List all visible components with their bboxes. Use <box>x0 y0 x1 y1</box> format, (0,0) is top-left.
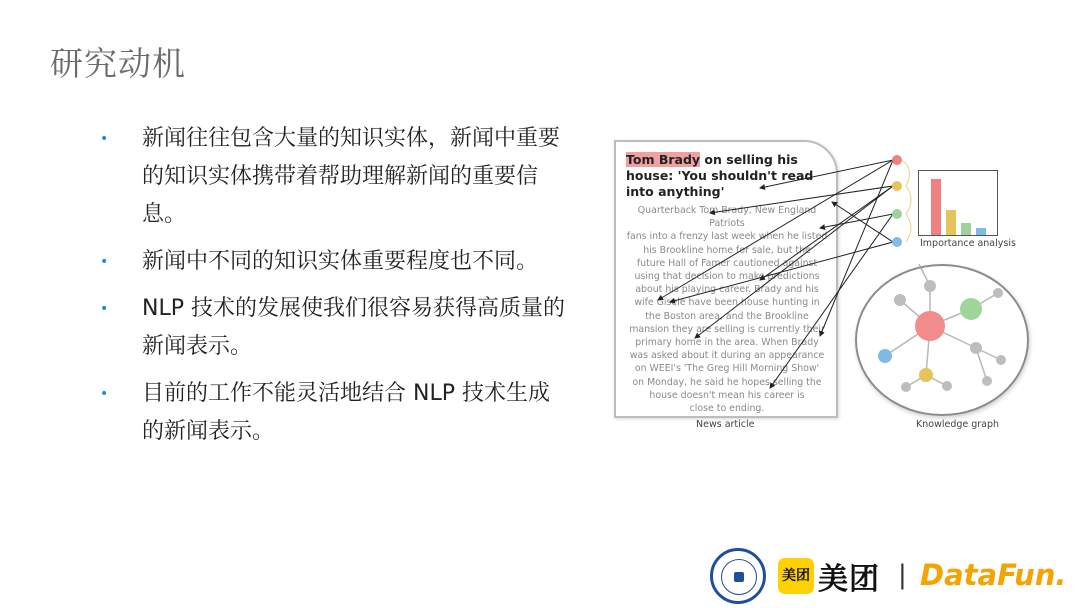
bullet-item <box>100 120 570 234</box>
bullet-marker: • <box>100 254 109 270</box>
article-line: mansion they are selling is currently their <box>629 323 825 335</box>
logo-separator: | <box>898 560 907 590</box>
article-line: primary home in the area. When Brady <box>635 337 819 349</box>
entity-dot <box>892 237 902 247</box>
bullet-item <box>100 290 570 366</box>
article-line: house doesn't mean his career is <box>649 389 805 401</box>
article-line: on Monday, he said he hopes selling the <box>632 376 822 388</box>
article-title <box>626 152 828 200</box>
importance-bar <box>931 179 941 235</box>
article-line: future Hall of Famer cautioned against <box>636 257 818 269</box>
knowledge-graph-oval <box>855 264 1029 416</box>
university-seal-icon <box>710 548 766 604</box>
article-line: wife Gisele have been house hunting in <box>634 297 820 309</box>
importance-caption: Importance analysis <box>920 238 1016 249</box>
article-line: the Boston area, and the Brookline <box>645 310 809 322</box>
article-line: fans into a frenzy last week when he listed <box>626 231 828 243</box>
bullet-text: 目前的工作不能灵活地结合 NLP 技术生成的新闻表示。 <box>142 381 550 444</box>
datafun-logo: DataFun. <box>920 558 1067 592</box>
news-article-caption: News article <box>696 419 755 430</box>
bullet-marker: • <box>100 131 109 147</box>
bullet-list <box>100 120 570 460</box>
importance-bar <box>976 228 986 235</box>
meituan-badge-icon: 美团 <box>778 558 814 594</box>
news-article-card <box>614 140 838 418</box>
entity-importance-figure <box>610 138 1050 438</box>
bullet-text: NLP 技术的发展使我们很容易获得高质量的新闻表示。 <box>142 296 565 359</box>
article-title-rest: on selling his house: 'You shouldn't read into anything' <box>626 152 814 199</box>
knowledge-graph-caption: Knowledge graph <box>916 419 1000 430</box>
bullet-item <box>100 375 570 451</box>
article-line: his Brookline home for sale, but the <box>643 244 811 256</box>
article-line: Quarterback Tom Brady, New England Patriots <box>637 205 817 230</box>
article-line: close to ending. <box>689 403 765 415</box>
entity-dots <box>892 155 902 247</box>
footer-logos <box>702 548 1067 604</box>
entity-dot <box>892 181 902 191</box>
article-line: was asked about it during an appearance <box>629 350 825 362</box>
article-line: on WEEI's 'The Greg Hill Morning Show' <box>634 363 820 375</box>
importance-bar <box>961 223 971 235</box>
importance-bar <box>946 210 956 235</box>
bullet-item <box>100 243 570 281</box>
bullet-marker: • <box>100 301 109 317</box>
slide-title: 研究动机 <box>50 44 186 83</box>
article-body <box>624 204 830 415</box>
importance-bar-chart <box>918 170 998 236</box>
bullet-text: 新闻往往包含大量的知识实体，新闻中重要的知识实体携带着帮助理解新闻的重要信息。 <box>142 126 561 227</box>
entity-dot <box>892 155 902 165</box>
entity-highlight: Tom Brady <box>626 152 701 167</box>
bullet-text: 新闻中不同的知识实体重要程度也不同。 <box>142 249 539 274</box>
bullet-marker: • <box>100 386 109 402</box>
entity-dot <box>892 209 902 219</box>
meituan-logo-text: 美团 <box>818 562 880 597</box>
article-line: using that decision to make predictions <box>634 271 820 283</box>
article-line: about his playing career. Brady and his <box>635 284 819 296</box>
